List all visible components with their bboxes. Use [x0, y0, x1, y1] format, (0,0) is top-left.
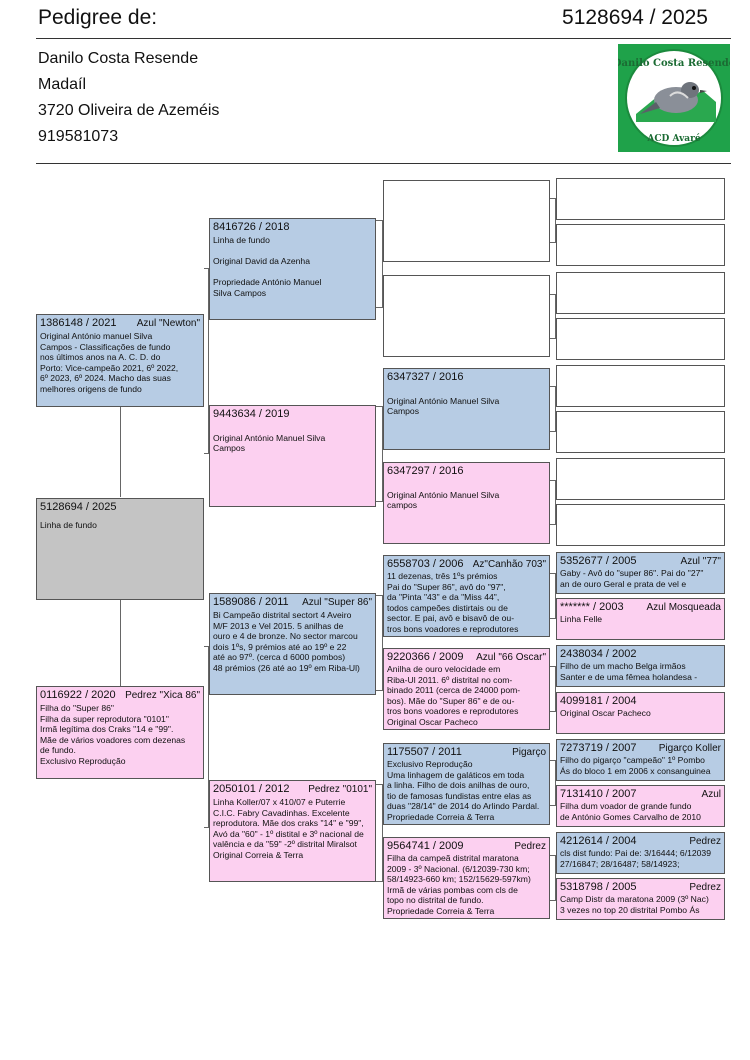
club-logo: [618, 44, 730, 152]
header-divider: [36, 38, 731, 39]
pigeon-color: Pigarço Koller: [658, 743, 721, 754]
pigeon-g5-3-empty[interactable]: [556, 272, 725, 314]
pigeon-color: Azul "77": [680, 556, 721, 567]
pigeon-ss-dam-empty[interactable]: [383, 275, 550, 357]
ring-number: 1175507 / 2011: [387, 746, 462, 758]
pigeon-ddd-sire[interactable]: [556, 832, 725, 874]
ring-number: 4099181 / 2004: [560, 695, 637, 707]
pigeon-notes: Filha da campeã distrital maratona 2009 - 3º Nacional. (6/12039-730 km; 58/14923-660 km; 152/15629-597km) Irmã de várias pombas com cls de topo no distrital de fundo. Propriedade Correia & Terra: [387, 853, 531, 916]
pigeon-g5-7-empty[interactable]: [556, 458, 725, 500]
logo-text-bottom: ACD Avaré: [647, 134, 701, 144]
ring-number: 6347327 / 2016: [387, 371, 464, 383]
pigeon-dam-sire[interactable]: [209, 593, 376, 695]
pigeon-header: [560, 555, 721, 568]
pigeon-notes: Camp Distr da maratona 2009 (3º Nac) 3 vezes no top 20 distrital Pombo Ás: [560, 894, 709, 915]
pigeon-dam-dam[interactable]: [209, 780, 376, 882]
pigeon-header: [40, 689, 200, 702]
ring-number: 1386148 / 2021: [40, 317, 117, 329]
ring-number: 6558703 / 2006: [387, 558, 464, 570]
pigeon-dss-dam[interactable]: [556, 598, 725, 640]
pigeon-sire-dam[interactable]: [209, 405, 376, 507]
pigeon-notes: Exclusivo Reprodução Uma linhagem de galáticos em toda a linha. Filho de dois anilhas de ouro, tio de famosas fundistas entre elas as duas "28/14" de 2014 do Arlindo Pardal. Propriedade Correia & Terra: [387, 759, 540, 822]
owner-address: 3720 Oliveira de Azeméis: [38, 102, 220, 119]
pigeon-notes: cls dist fundo: Pai de: 3/16444; 6/12039 27/16847; 28/16487; 58/14923;: [560, 848, 711, 869]
pigeon-notes: Bi Campeão distrital sectort 4 Aveiro M/F 2013 e Vel 2015. 5 anilhas de ouro e 4 de bronze. No sector marcou dois 1ºs, 9 prémios até ao 19º e 22 até ao 97º. (cerca d 6000 pombos) 48 prémios (26 até ao 19º em Riba-Ul): [213, 610, 360, 673]
ring-number: 7131410 / 2007: [560, 788, 637, 800]
connector-dsd: [549, 666, 556, 712]
pigeon-header: [560, 695, 721, 708]
pigeon-header: [387, 371, 546, 384]
pigeon-dds-sire[interactable]: [556, 739, 725, 781]
pigeon-notes: Linha Felle: [560, 614, 603, 624]
pigeon-dsd-dam[interactable]: [556, 692, 725, 734]
connector-dds: [549, 760, 556, 806]
pigeon-ss-sire-empty[interactable]: [383, 180, 550, 262]
pigeon-notes: Anilha de ouro velocidade em Riba-Ul 2011. 6º distrital no com- binado 2011 (cerca de 24000 pom- bos). Mãe do "Super 86" e de ou- tros bons voadores e reprodutores Original Oscar Pacheco: [387, 664, 521, 727]
pigeon-dd-sire[interactable]: [383, 743, 550, 825]
pigeon-notes: Original António Manuel Silva Campos: [213, 432, 326, 454]
pigeon-ds-sire[interactable]: [383, 555, 550, 637]
pigeon-dam[interactable]: [36, 686, 204, 779]
pigeon-notes: Original António Manuel Silva campos: [387, 489, 500, 511]
connector-sds: [549, 386, 556, 432]
ring-number: 4212614 / 2004: [560, 835, 637, 847]
ring-number: ******* / 2003: [560, 601, 624, 613]
pigeon-color: Pedrez: [689, 836, 721, 847]
pigeon-notes: Linha Koller/07 x 410/07 e Puterrie C.I.C. Fabry Cavadinhas. Excelente reprodutora. Mãe dos craks "14" e "99", Avó da "60" - 1º distital e 3º nacional de valência e da "59" -2º distrital Miralsot Original Correia & Terra: [213, 797, 364, 860]
pigeon-color: Azul: [701, 789, 721, 800]
connector-ddd: [549, 855, 556, 901]
pigeon-sd-dam[interactable]: [383, 462, 550, 544]
pigeon-notes: Original Oscar Pacheco: [560, 708, 651, 718]
pigeon-header: [40, 317, 200, 330]
pigeon-sd-sire[interactable]: [383, 368, 550, 450]
pigeon-ds-dam[interactable]: [383, 648, 550, 730]
pigeon-notes: Original António Manuel Silva Campos: [387, 395, 500, 417]
pigeon-notes: Linha de fundo: [40, 520, 97, 530]
pigeon-notes: 11 dezenas, três 1ºs prémios Pai do "Super 86", avô do "97", da "Pinta "43" e da "Miss 44", todos campeões distirtais ou de sector. E pai, avô e bisavô de ou- tros bons voadores e reprodutores: [387, 571, 519, 634]
pigeon-header: [560, 881, 721, 894]
connector-dss: [549, 573, 556, 619]
ring-number: 8416726 / 2018: [213, 221, 290, 233]
pigeon-header: [213, 596, 372, 609]
owner-info: [38, 46, 219, 150]
pigeon-header: [213, 408, 372, 421]
ring-number: 5128694 / 2025: [40, 501, 117, 513]
owner-locality: Madaíl: [38, 76, 87, 93]
pigeon-header: [560, 648, 721, 661]
pigeon-color: Pedrez: [514, 841, 546, 852]
ring-number: 5352677 / 2005: [560, 555, 637, 567]
pigeon-header: [387, 651, 546, 664]
pigeon-g5-1-empty[interactable]: [556, 178, 725, 220]
pigeon-header: [560, 742, 721, 755]
pigeon-g5-6-empty[interactable]: [556, 411, 725, 453]
ring-number: 6347297 / 2016: [387, 465, 464, 477]
pigeon-dsd-sire[interactable]: [556, 645, 725, 687]
pigeon-notes: Gaby - Avô do "super 86". Pai do "27" an de ouro Geral e prata de vel e: [560, 568, 704, 589]
page-title: Pedigree de:: [38, 6, 158, 29]
ring-number: 7273719 / 2007: [560, 742, 637, 754]
pigeon-color: Azul "66 Oscar": [476, 652, 546, 663]
pigeon-notes: Filha do "Super 86" Filha da super reprodutora "0101" Irmã legítima dos Craks "14 e "99". Mãe de vários voadores com dezenas de fundo. Exclusivo Reprodução: [40, 703, 186, 766]
pigeon-color: Azul "Newton": [136, 318, 200, 329]
pigeon-g5-2-empty[interactable]: [556, 224, 725, 266]
connector-dd: [376, 784, 383, 882]
connector-main-sire: [120, 407, 121, 497]
pigeon-g5-8-empty[interactable]: [556, 504, 725, 546]
ring-number: 9220366 / 2009: [387, 651, 464, 663]
pigeon-header: [213, 221, 372, 234]
pigeon-color: Pedrez "0101": [308, 784, 372, 795]
pigeon-main[interactable]: [36, 498, 204, 600]
connector-main-dam: [120, 600, 121, 686]
pigeon-header: [387, 558, 546, 571]
pigeon-header: [560, 601, 721, 614]
pedigree-ring-number: 5128694 / 2025: [562, 6, 708, 29]
ring-number: 9443634 / 2019: [213, 408, 290, 420]
pigeon-notes: Filho de um macho Belga irmãos Santer e de uma fêmea holandesa -: [560, 661, 698, 682]
owner-phone: 919581073: [38, 128, 119, 145]
pigeon-header: [387, 746, 546, 759]
connector-sd: [376, 406, 383, 502]
pigeon-ddd-dam[interactable]: [556, 878, 725, 920]
connector-sss: [549, 198, 556, 243]
pigeon-color: Azul "Super 86": [302, 597, 372, 608]
pigeon-g5-5-empty[interactable]: [556, 365, 725, 407]
ring-number: 0116922 / 2020: [40, 689, 116, 701]
connector-sdd: [549, 480, 556, 525]
pigeon-header: [560, 788, 721, 801]
connector-ssd: [549, 294, 556, 339]
ring-number: 2438034 / 2002: [560, 648, 637, 660]
logo-text-top: Danilo Costa Resende: [618, 58, 730, 69]
connector-ds: [376, 595, 383, 691]
pigeon-header: [213, 783, 372, 796]
pigeon-notes: Linha de fundo Original David da Azenha Propriedade António Manuel Silva Campos: [213, 235, 322, 298]
ring-number: 5318798 / 2005: [560, 881, 637, 893]
pigeon-g5-4-empty[interactable]: [556, 318, 725, 360]
pigeon-sire-sire[interactable]: [209, 218, 376, 320]
pigeon-color: Pigarço: [512, 747, 546, 758]
pigeon-header: [387, 840, 546, 853]
pigeon-color: Az"Canhão 703": [472, 559, 546, 570]
pigeon-header: [560, 835, 721, 848]
pigeon-notes: Filha dum voador de grande fundo de António Gomes Carvalho de 2010: [560, 801, 701, 822]
ring-number: 9564741 / 2009: [387, 840, 464, 852]
pigeon-dds-dam[interactable]: [556, 785, 725, 827]
ring-number: 2050101 / 2012: [213, 783, 290, 795]
pigeon-notes: Original António manuel Silva Campos - Classificações de fundo nos últimos anos na A. C. D. do Porto: Vice-campeão 2021, 6º 2022, 6º 2023, 6º 2024. Macho das suas melhores origens de fundo: [40, 331, 179, 394]
pigeon-color: Pedrez: [689, 882, 721, 893]
connector-ss: [376, 220, 383, 308]
pigeon-header: [387, 465, 546, 478]
pigeon-color: Azul Mosqueada: [646, 602, 721, 613]
pigeon-ring: [40, 501, 200, 514]
pigeon-notes: Filho do pigarço "campeão" 1º Pombo Ás do bloco 1 em 2006 x consanguinea: [560, 755, 711, 776]
pigeon-sire[interactable]: [36, 314, 204, 407]
owner-divider: [36, 163, 731, 164]
owner-name: Danilo Costa Resende: [38, 50, 199, 67]
pigeon-dss-sire[interactable]: [556, 552, 725, 594]
ring-number: 1589086 / 2011: [213, 596, 289, 608]
pigeon-dd-dam[interactable]: [383, 837, 550, 919]
pigeon-color: Pedrez "Xica 86": [125, 690, 200, 701]
